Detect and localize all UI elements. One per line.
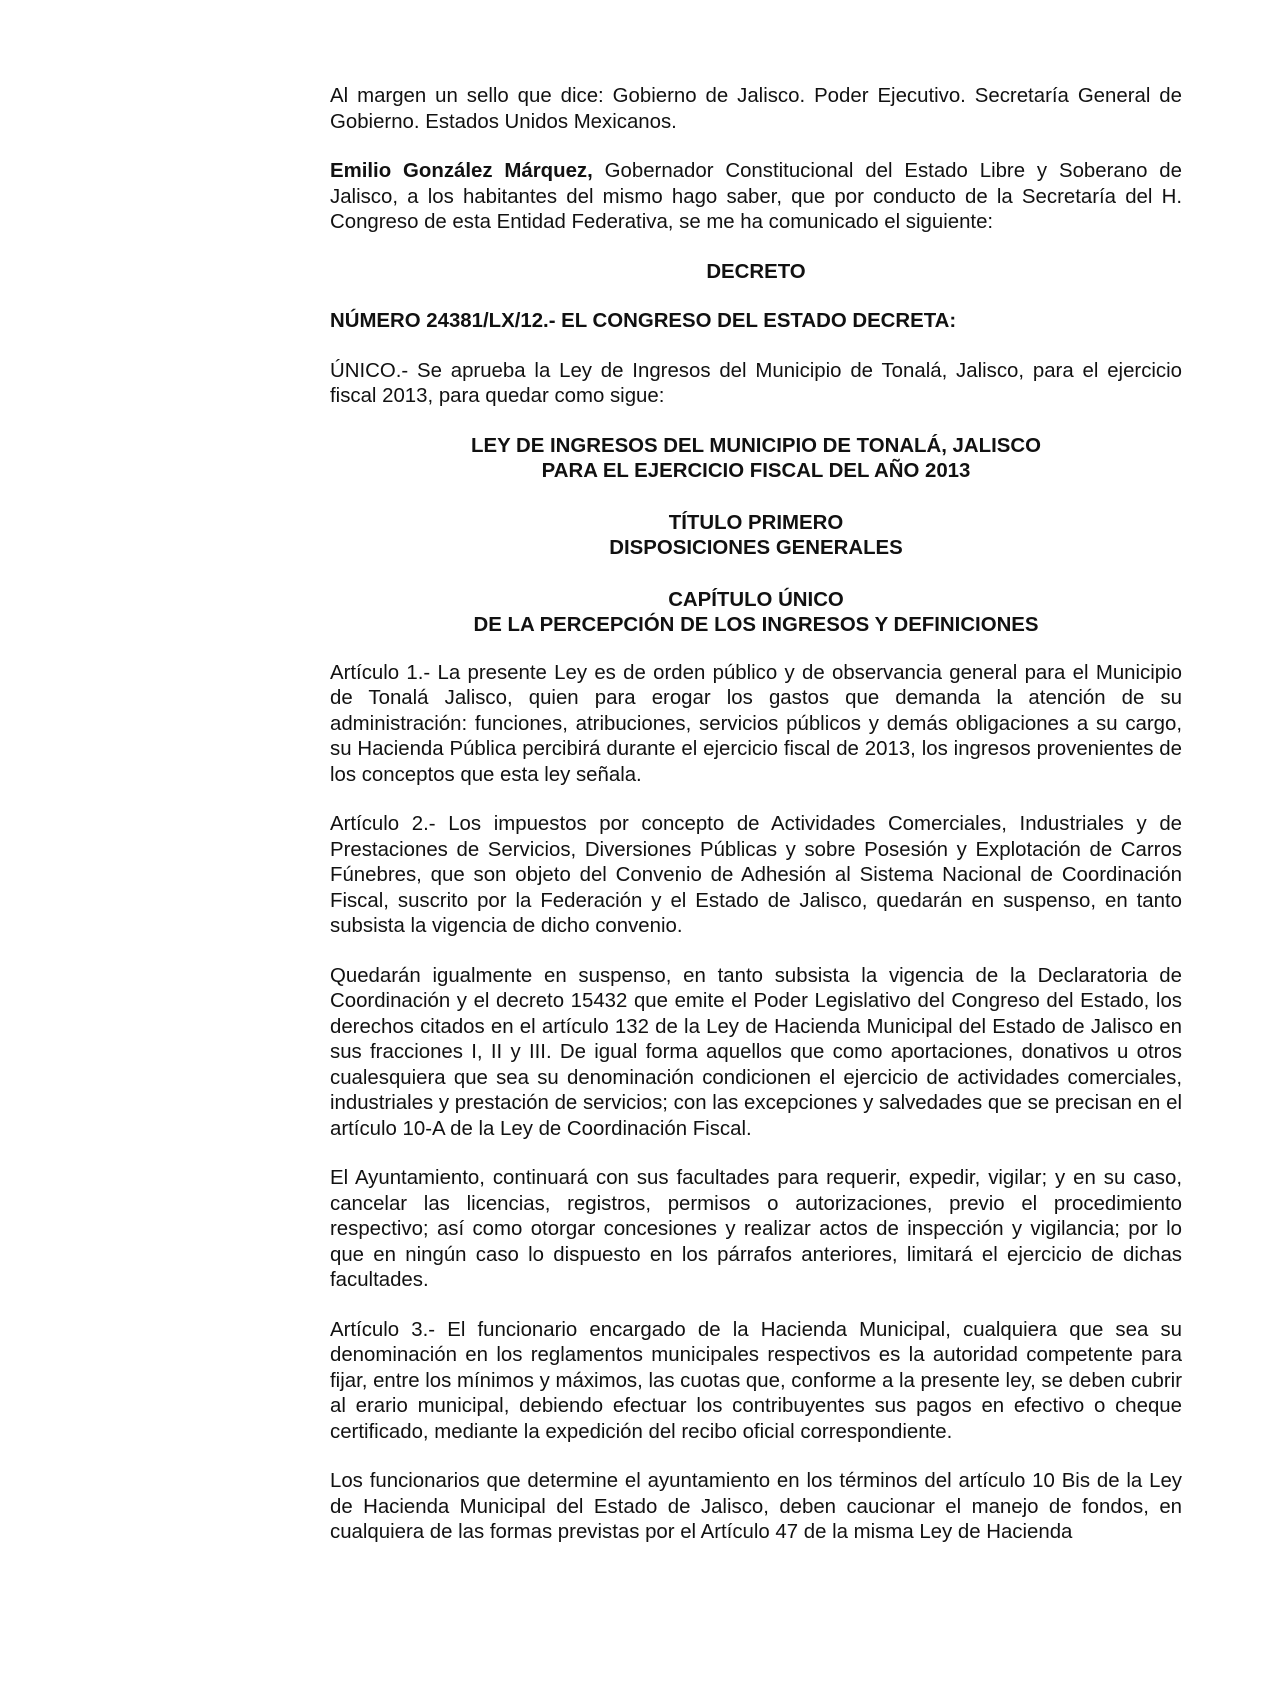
seal-paragraph: Al margen un sello que dice: Gobierno de Jalisco. Poder Ejecutivo. Secretaría General de Gobierno. Estados Unidos Mexicanos. [330, 85, 1182, 133]
title-heading-line-1: TÍTULO PRIMERO [668, 511, 844, 534]
article-3-paragraph-2: Los funcionarios que determine el ayuntamiento en los términos del artículo 10 Bis de la Ley de Hacienda Municipal del Estado de Jalisco, deben caucionar el manejo de fondos, en cualquiera de las formas previstas por el Artículo 47 de la misma Ley de Hacienda [330, 1470, 1182, 1543]
governor-paragraph [330, 159, 1182, 236]
law-title-line-2: PARA EL EJERCICIO FISCAL DEL AÑO 2013 [541, 460, 971, 482]
governor-name: Emilio González Márquez, [330, 160, 593, 182]
article-2: Artículo 2.- Los impuestos por concepto de Actividades Comerciales, Industriales y de Prestaciones de Servicios, Diversiones Públicas y sobre Posesión y Explotación de Carros Fúnebres, que son objeto del Convenio de Adhesión al Sistema Nacional de Coordinación Fiscal, suscrito por la Federación y el Estado de Jalisco, quedarán en suspenso, en tanto subsista la vigencia de dicho convenio. [330, 813, 1182, 937]
article-1: Artículo 1.- La presente Ley es de orden público y de observancia general para el Municipio de Tonalá Jalisco, quien para erogar los gastos que demanda la atención de su administración: funciones, atribuciones, servicios públicos y demás obligaciones a su cargo, su Hacienda Pública percibirá durante el ejercicio fiscal de 2013, los ingresos provenientes de los conceptos que esta ley señala. [330, 661, 1182, 786]
unico-paragraph: ÚNICO.- Se aprueba la Ley de Ingresos del Municipio de Tonalá, Jalisco, para el ejercicio fiscal 2013, para quedar como sigue: [330, 359, 1182, 407]
law-title [330, 434, 1182, 485]
governor-text: Gobernador Constitucional del Estado Libre y Soberano de Jalisco, a los habitantes del mismo hago saber, que por conducto de la Secretaría del H. Congreso de esta Entidad Federativa, se me ha comunicado el siguiente: [330, 160, 1182, 233]
document-page [330, 84, 1182, 1570]
article-3: Artículo 3.- El funcionario encargado de la Hacienda Municipal, cualquiera que sea su denominación en los reglamentos municipales respectivos es la autoridad competente para fijar, entre los mínimos y máximos, las cuotas que, conforme a la presente ley, se deben cubrir al erario municipal, debiendo efectuar los contribuyentes sus pagos en efectivo o cheque certificado, mediante la expedición del recibo oficial correspondiente. [330, 1318, 1182, 1443]
article-2-paragraph-2: Quedarán igualmente en suspenso, en tanto subsista la vigencia de la Declaratoria de Coordinación y el decreto 15432 que emite el Poder Legislativo del Congreso del Estado, los derechos citados en el artículo 132 de la Ley de Hacienda Municipal del Estado de Jalisco en sus fracciones I, II y III. De igual forma aquellos que como aportaciones, donativos u otros cualesquiera que sea su denominación condicionen el ejercicio de actividades comerciales, industriales y prestación de servicios; con las excepciones y salvedades que se precisan en el artículo 10-A de la Ley de Coordinación Fiscal. [330, 964, 1182, 1140]
title-heading [330, 511, 1182, 562]
article-2-paragraph-3: El Ayuntamiento, continuará con sus facultades para requerir, expedir, vigilar; y en su caso, cancelar las licencias, registros, permisos o autorizaciones, previo el procedimiento respectivo; así como otorgar concesiones y realizar actos de inspección y vigilancia; por lo que en ningún caso lo dispuesto en los párrafos anteriores, limitará el ejercicio de dichas facultades. [330, 1167, 1182, 1291]
chapter-heading-line-2: DE LA PERCEPCIÓN DE LOS INGRESOS Y DEFINICIONES [473, 614, 1039, 636]
law-title-line-1: LEY DE INGRESOS DEL MUNICIPIO DE TONALÁ, JALISCO [471, 434, 1041, 457]
decree-heading: DECRETO [706, 260, 806, 283]
title-heading-line-2: DISPOSICIONES GENERALES [609, 537, 903, 559]
chapter-heading-line-1: CAPÍTULO ÚNICO [668, 588, 844, 611]
chapter-heading [330, 588, 1182, 639]
decree-number: NÚMERO 24381/LX/12.- EL CONGRESO DEL ESTADO DECRETA: [330, 310, 957, 332]
